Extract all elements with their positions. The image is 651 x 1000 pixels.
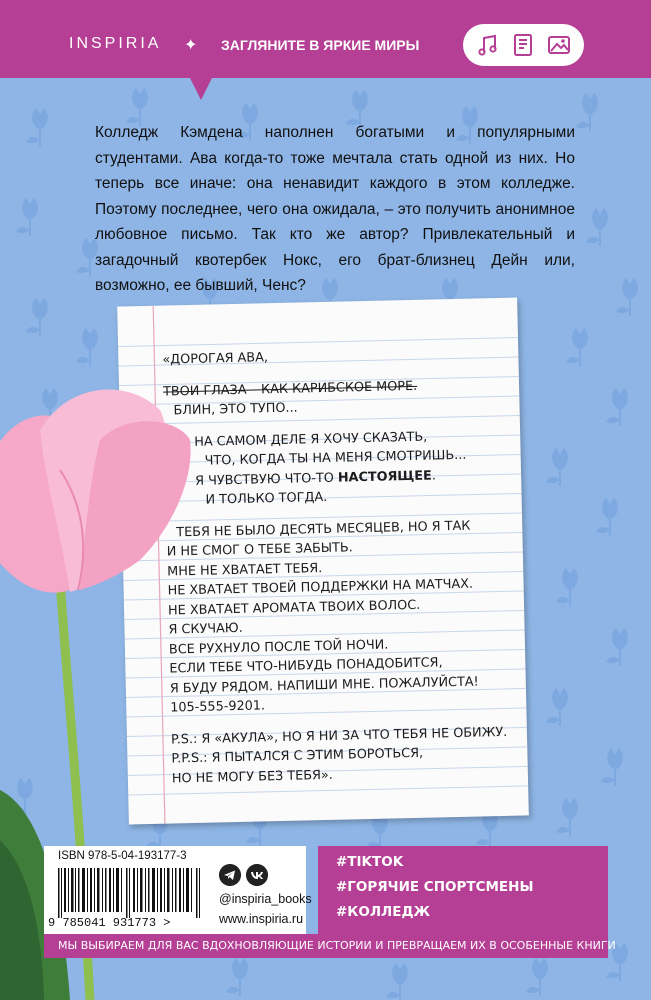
publisher-logo: INSPIRIA	[69, 35, 162, 52]
letter-line: Я БУДУ РЯДОМ. НАПИШИ МНЕ. ПОЖАЛУЙСТА!	[169, 674, 479, 697]
image-icon	[546, 32, 572, 58]
letter-line: ЕСЛИ ТЕБЕ ЧТО-НИБУДЬ ПОНАДОБИТСЯ,	[169, 655, 443, 677]
letter-line: НА САМОМ ДЕЛЕ Я ХОЧУ СКАЗАТЬ,	[194, 429, 428, 450]
isbn-label: ISBN 978-5-04-193177-3	[58, 850, 187, 862]
love-letter-text	[162, 343, 522, 789]
telegram-icon[interactable]	[219, 864, 241, 886]
book-annotation: Колледж Кэмдена наполнен богатыми и популярными студентами. Ава когда-то тоже мечтала стать одной из них. Но теперь все иначе: она ненавидит каждого в этом колледже. Поэтому последнее, чего она ожидала, – это получить анонимное любовное письмо. Так кто же автор? Привлекательный и загадочный квотербек Нокс, его брат-близнец Дейн или, возможно, ее бывший, Ченс?	[95, 124, 575, 294]
header-notch	[189, 76, 213, 100]
letter-phone: 105-555-9201.	[170, 698, 266, 716]
book-icon	[510, 32, 536, 58]
letter-postscript-2: P.P.S.: Я ПЫТАЛСЯ С ЭТИМ БОРОТЬСЯ,	[171, 745, 424, 767]
letter-greeting: «ДОРОГАЯ АВА,	[162, 350, 269, 368]
letter-line: НО НЕ МОГУ БЕЗ ТЕБЯ».	[171, 767, 333, 786]
barcode	[56, 868, 206, 918]
letter-line: НЕ ХВАТАЕТ АРОМАТА ТВОИХ ВОЛОС.	[167, 597, 421, 619]
slogan-strip	[44, 934, 616, 958]
letter-line: И НЕ СМОГ О ТЕБЕ ЗАБЫТЬ.	[166, 540, 353, 560]
letter-line: ТЕБЯ НЕ БЫЛО ДЕСЯТЬ МЕСЯЦЕВ, НО Я ТАК	[176, 518, 471, 540]
hashtags-box	[318, 846, 608, 934]
letter-line: НЕ ХВАТАЕТ ТВОЕЙ ПОДДЕРЖКИ НА МАТЧАХ.	[167, 576, 474, 599]
letter-line: ВСЕ РУХНУЛО ПОСЛЕ ТОЙ НОЧИ.	[168, 637, 389, 658]
hashtag-sportsmen: #ГОРЯЧИЕ СПОРТСМЕНЫ	[336, 879, 534, 895]
barcode-number: 9 785041 931773 >	[48, 916, 171, 930]
letter-line: Я ЧУВСТВУЮ ЧТО-ТО НАСТОЯЩЕЕ.	[194, 467, 437, 489]
letter-line: БЛИН, ЭТО ТУПО...	[173, 400, 298, 419]
letter-line: ЧТО, КОГДА ТЫ НА МЕНЯ СМОТРИШЬ...	[204, 447, 467, 469]
hashtag-college: #КОЛЛЕДЖ	[336, 904, 431, 920]
header-tagline: ЗАГЛЯНИТЕ В ЯРКИЕ МИРЫ	[221, 37, 420, 53]
publisher-slogan: МЫ ВЫБИРАЕМ ДЛЯ ВАС ВДОХНОВЛЯЮЩИЕ ИСТОРИИ И ПРЕВРАЩАЕМ ИХ В ОСОБЕННЫЕ КНИГИ	[58, 939, 616, 952]
letter-line: И ТОЛЬКО ТОГДА.	[205, 489, 328, 508]
hashtag-tiktok: #TIKTOK	[336, 854, 404, 870]
isbn-barcode-box	[44, 846, 312, 934]
letter-emphasis: НАСТОЯЩЕЕ	[337, 468, 432, 486]
social-handle[interactable]: @inspiria_books	[219, 892, 312, 906]
letter-line: МНЕ НЕ ХВАТАЕТ ТЕБЯ.	[167, 560, 323, 580]
sparkle-icon: ✦	[184, 37, 198, 54]
letter-postscript: P.S.: Я «АКУЛА», НО Я НИ ЗА ЧТО ТЕБЯ НЕ ОБИЖУ.	[170, 724, 508, 747]
website-link[interactable]: www.inspiria.ru	[219, 912, 304, 926]
letter-line: Я СКУЧАЮ.	[168, 620, 243, 638]
media-icons-pill	[463, 24, 584, 66]
music-note-icon	[475, 32, 501, 58]
letter-struck-line: ТВОИ ГЛАЗА – КАК КАРИБСКОЕ МОРЕ.	[162, 378, 418, 400]
vk-icon[interactable]	[246, 864, 268, 886]
